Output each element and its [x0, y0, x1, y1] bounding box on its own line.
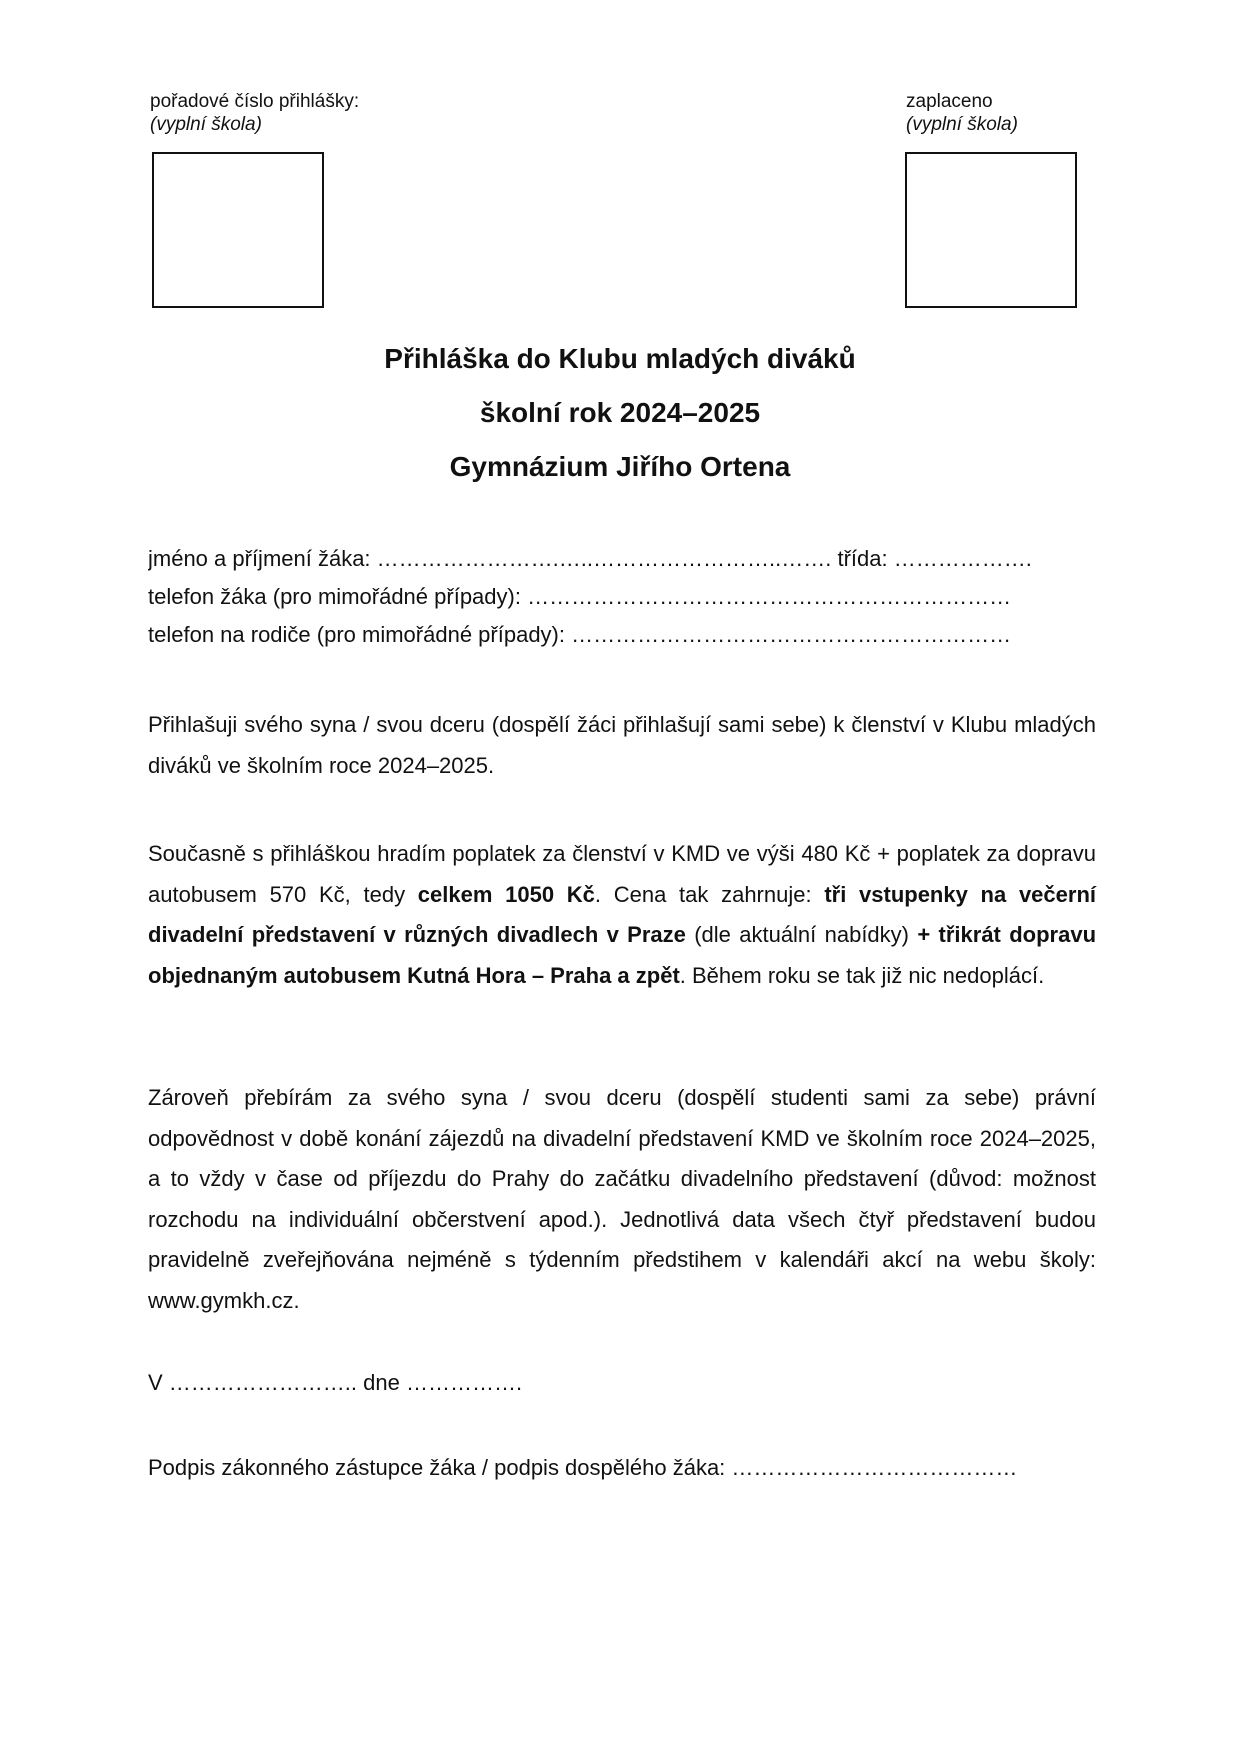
paid-box	[905, 152, 1077, 308]
student-phone-row	[148, 578, 1098, 616]
fee-text-1: Současně s přihláškou hradím poplatek za členství v KMD ve výši 480 Kč + poplatek za dopravu autobusem 570 Kč, tedy	[148, 841, 1096, 907]
paid-label: zaplaceno	[906, 91, 993, 112]
fee-tickets: tři vstupenky na večerní divadelní představení v různých divadlech v Praze	[148, 881, 1096, 947]
fee-transport: + třikrát dopravu objednaným autobusem Kutná Hora – Praha a zpět	[148, 922, 1097, 988]
title-block	[0, 336, 1240, 498]
school-name-title: Gymnázium Jiřího Ortena	[449, 451, 791, 482]
class-label: třída:	[831, 546, 894, 571]
signature-line	[148, 1455, 1017, 1481]
parent-phone-row	[148, 616, 1098, 654]
student-fields	[148, 540, 1098, 654]
signature-field[interactable]: …………………………………	[731, 1455, 1018, 1480]
order-number-box	[152, 152, 324, 308]
fee-text-2: . Cena tak zahrnuje:	[594, 881, 825, 907]
form-title: Přihláška do Klubu mladých diváků	[384, 343, 856, 374]
fee-paragraph	[148, 834, 1096, 996]
order-number-label: pořadové číslo přihlášky:	[150, 91, 360, 112]
name-label: jméno a příjmení žáka:	[148, 546, 377, 571]
paid-note: (vyplní škola)	[906, 114, 1018, 135]
class-field[interactable]: ……………….	[893, 546, 1032, 571]
date-field[interactable]: …………….	[405, 1370, 523, 1395]
date-label: dne	[357, 1370, 406, 1395]
fee-text-3: (dle aktuální nabídky)	[685, 922, 918, 947]
order-number-note: (vyplní škola)	[150, 114, 262, 135]
student-phone-label: telefon žáka (pro mimořádné případy):	[148, 584, 528, 609]
place-label: V	[148, 1370, 169, 1395]
signature-label: Podpis zákonného zástupce žáka / podpis dospělého žáka:	[148, 1455, 732, 1480]
fee-text-4: . Během roku se tak již nic nedoplácí.	[679, 962, 1045, 988]
fee-total: celkem 1050 Kč	[417, 881, 595, 907]
place-date-line	[148, 1370, 522, 1396]
school-year-title: školní rok 2024–2025	[479, 397, 761, 428]
place-field[interactable]: ……………………..	[168, 1370, 358, 1395]
order-number-header	[150, 90, 359, 136]
paid-header	[906, 90, 1018, 136]
registration-paragraph: Přihlašuji svého syna / svou dceru (dospělí žáci přihlašují sami sebe) k členství v Klubu mladých diváků ve školním roce 2024–2025.	[148, 712, 1096, 778]
parent-phone-field[interactable]: ……………………………………………………	[571, 622, 1012, 647]
name-field-row	[148, 540, 1098, 578]
student-phone-field[interactable]: …………………………………………………………	[527, 584, 1012, 609]
responsibility-paragraph: Zároveň přebírám za svého syna / svou dceru (dospělí studenti sami za sebe) právní odpovědnost v době konání zájezdů na divadelní představení KMD ve školním roce 2024–2025, a to vždy v čase od příjezdu do Prahy do začátku divadelního představení (důvod: možnost rozchodu na individuální občerstvení apod.). Jednotlivá data všech čtyř představení budou pravidelně zveřejňována nejméně s týdenním předstihem v kalendáři akcí na webu školy: www.gymkh.cz.	[148, 1085, 1096, 1313]
name-field[interactable]: …………………….…..……………………..…….	[376, 546, 832, 571]
parent-phone-label: telefon na rodiče (pro mimořádné případy):	[148, 622, 572, 647]
